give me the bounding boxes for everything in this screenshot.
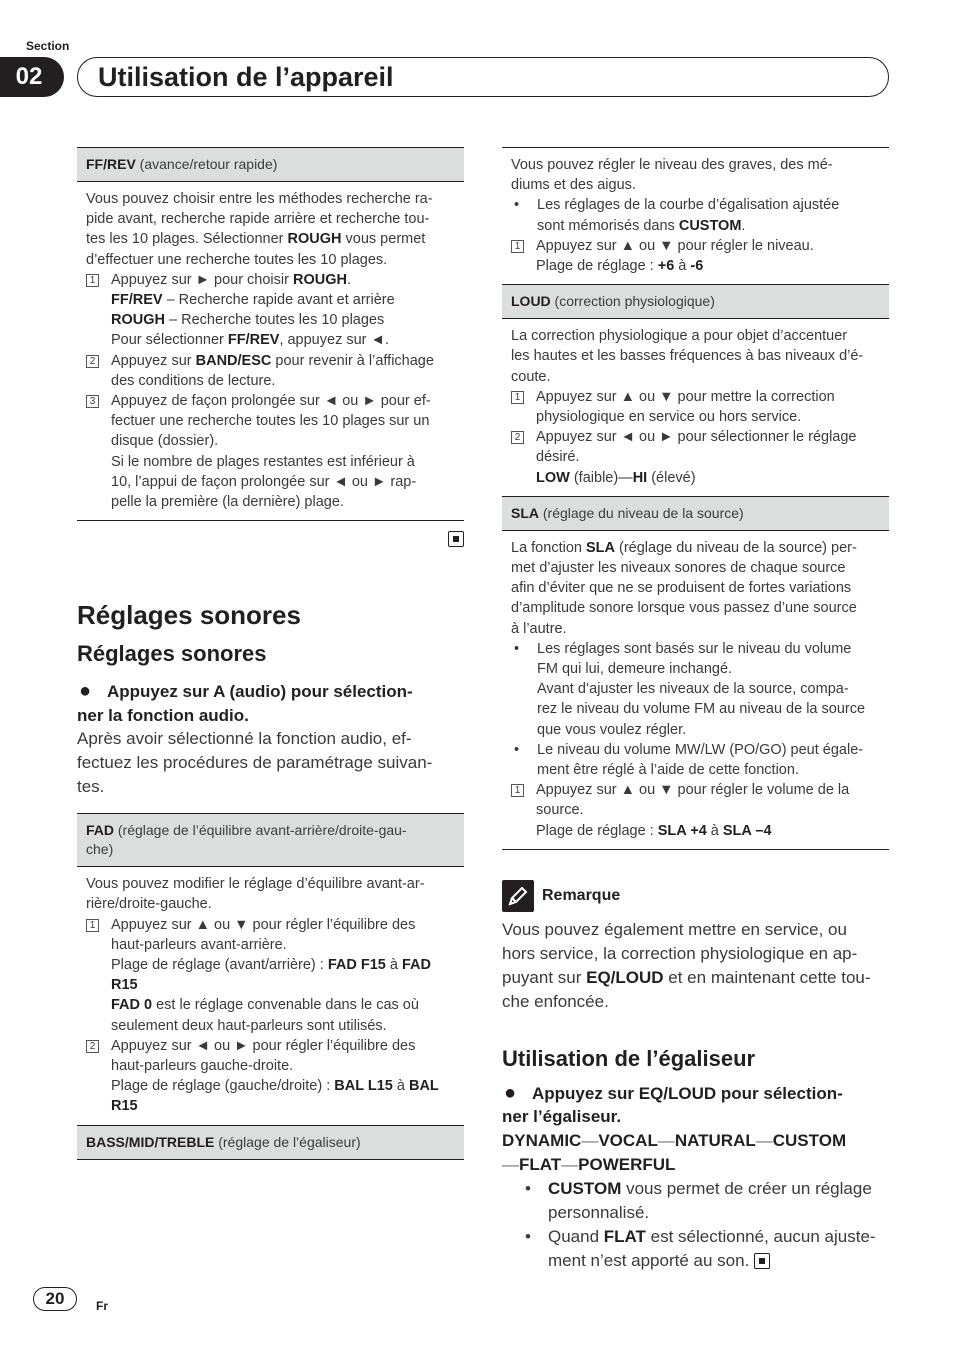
text-line: Vous pouvez choisir entre les méthodes recherche ra- <box>86 191 433 207</box>
ffrev-intro <box>86 189 455 270</box>
step-number: 1 <box>86 919 99 932</box>
section-label: Section <box>26 39 70 53</box>
ffrev-body <box>77 182 464 520</box>
language-code: Fr <box>96 1299 108 1313</box>
list-item: • Quand FLAT est sélectionné, aucun ajuste- ment n’est apporté au son. <box>522 1225 889 1273</box>
list-item: • Le niveau du volume MW/LW (PO/GO) peut égale- ment être réglé à l’aide de cette fonction. <box>511 740 880 780</box>
loud-step-2: 2 Appuyez sur ◄ ou ► pour sélectionner le réglage désiré. LOW (faible)—HI (élevé) <box>511 427 880 488</box>
eq-bullets <box>522 1177 889 1273</box>
bullet-icon: ● <box>504 1081 517 1104</box>
loud-body: La correction physiologique a pour objet d’accentuer les hautes et les basses fréquences à bas niveaux d’é- coute. 1 Appuyez sur ▲ ou ▼ pour mettre la correction physiologique en service ou hors service. 2 Appuyez sur ◄ ou ► pour sélectionner le réglage désiré. LOW (faible)—HI (élevé) <box>502 319 889 496</box>
instruction-eq: ● Appuyez sur EQ/LOUD pour sélection- ner l’égaliseur. <box>502 1082 889 1129</box>
remarque-text: Vous pouvez également mettre en service, ou hors service, la correction physiologique en ap- puyant sur EQ/LOUD et en maintenant cette tou- che enfoncée. <box>502 919 871 1011</box>
subheading-reglages-sonores: Réglages sonores <box>77 641 267 667</box>
text-line: pide avant, recherche rapide arrière et recherche tou- <box>86 211 430 228</box>
bass-body: Vous pouvez régler le niveau des graves, des mé- diums et des aigus. • Les réglages de la courbe d’égalisation ajustée sont mémorisés dans CUSTOM. 1 Appuyez sur ▲ ou ▼ pour régler le niveau. Plage de réglage : +6 à -6 <box>502 148 889 284</box>
ffrev-header-desc: (avance/retour rapide) <box>135 156 278 172</box>
step-number: 1 <box>86 274 99 287</box>
bullet-icon: • <box>514 741 520 758</box>
loud-step-1: 1 Appuyez sur ▲ ou ▼ pour mettre la correction physiologique en service ou hors service. <box>511 387 880 427</box>
fad-table <box>77 813 464 1159</box>
remarque-title: Remarque <box>542 886 621 904</box>
list-item: • Les réglages sont basés sur le niveau du volume FM qui lui, demeure inchangé. Avant d’ajuster les niveaux de la source, compa- rez le niveau du volume FM au niveau de la source que vous voulez régler. <box>511 639 880 740</box>
ffrev-header <box>77 148 464 182</box>
chapter-title-text: Utilisation de l’appareil <box>98 61 394 92</box>
fad-step-1: 1 Appuyez sur ▲ ou ▼ pour régler l’équilibre des haut-parleurs avant-arrière. Plage de réglage (avant/arrière) : FAD F15 à FAD R15 FAD 0 est le réglage convenable dans le cas où seulement deux haut-parleurs sont utilisés. <box>86 915 455 1036</box>
step-number: 1 <box>511 240 524 253</box>
list-item: • Les réglages de la courbe d’égalisation ajustée sont mémorisés dans CUSTOM. <box>511 195 880 235</box>
bullet-icon: • <box>514 640 520 657</box>
bullet-icon: • <box>525 1226 531 1246</box>
left-column <box>77 147 464 1160</box>
bullet-icon: • <box>525 1178 531 1198</box>
sla-step-1: 1 Appuyez sur ▲ ou ▼ pour régler le volume de la source. Plage de réglage : SLA +4 à SLA –4 <box>511 780 880 841</box>
bullet-icon: • <box>514 197 520 214</box>
text-line: tes les 10 plages. Sélectionner ROUGH vous permet <box>86 231 426 248</box>
ffrev-step-2: 2 Appuyez sur BAND/ESC pour revenir à l’affichage des conditions de lecture. <box>86 351 455 391</box>
bass-continued-table <box>502 147 889 850</box>
fad-body: Vous pouvez modifier le réglage d’équilibre avant-ar- rière/droite-gauche. 1 Appuyez sur ▲ ou ▼ pour régler l’équilibre des haut-parleurs avant-arrière. Plage de réglage (avant/arrière) : FAD F15 à FAD R15 FAD 0 est le réglage convenable dans le cas où seulement deux haut-parleurs sont utilisés. 2 Appuyez sur ◄ ou ► pour régler l’équilibre des haut-parleurs gauche-droite. Plage de réglage (gauche/droite) : BAL L15 à BAL R15 <box>77 867 464 1124</box>
pencil-note-icon <box>502 880 534 912</box>
loud-header: LOUD (correction physiologique) <box>502 284 889 319</box>
bullet-icon: ● <box>79 680 92 703</box>
instruction-audio: ● Appuyez sur A (audio) pour sélection- ner la fonction audio. <box>77 680 464 727</box>
step-number: 2 <box>86 355 99 368</box>
section-number-tab: 02 <box>0 57 64 97</box>
bass-header: BASS/MID/TREBLE (réglage de l’égaliseur) <box>77 1125 464 1159</box>
end-of-section-icon <box>448 531 464 547</box>
heading-reglages-sonores: Réglages sonores <box>77 600 301 631</box>
step-number: 2 <box>86 1040 99 1053</box>
ffrev-table <box>77 147 464 521</box>
eq-modes: DYNAMIC—VOCAL—NATURAL—CUSTOM —FLAT—POWERFUL <box>502 1130 847 1174</box>
audio-description: Après avoir sélectionné la fonction audio, ef- fectuez les procédures de paramétrage suivan- tes. <box>77 729 433 797</box>
list-item: • CUSTOM vous permet de créer un réglage personnalisé. <box>522 1177 889 1225</box>
step-number: 1 <box>511 784 524 797</box>
fad-step-2: 2 Appuyez sur ◄ ou ► pour régler l’équilibre des haut-parleurs gauche-droite. Plage de réglage (gauche/droite) : BAL L15 à BAL R15 <box>86 1036 455 1117</box>
heading-egaliseur: Utilisation de l’égaliseur <box>502 1045 756 1071</box>
text-line: d’effectuer une recherche toutes les 10 plages. <box>86 251 388 268</box>
ffrev-step-3: 3 Appuyez de façon prolongée sur ◄ ou ► pour ef- fectuer une recherche toutes les 10 plages sur un disque (dossier). Si le nombre de plages restantes est inférieur à 10, l’appui de façon prolongée sur ◄ ou ► rap- pelle la première (la dernière) plage. <box>86 391 455 512</box>
end-of-section-icon <box>754 1253 770 1269</box>
chapter-title <box>77 57 889 97</box>
ffrev-header-key: FF/REV <box>86 156 136 172</box>
fad-header: FAD (réglage de l’équilibre avant-arrière/droite-gau- che) <box>77 814 464 867</box>
remarque-heading <box>502 880 889 912</box>
step-number: 3 <box>86 395 99 408</box>
ffrev-step-1: 1 Appuyez sur ► pour choisir ROUGH. FF/REV – Recherche rapide avant et arrière ROUGH – Recherche toutes les 10 plages Pour sélectionner FF/REV, appuyez sur ◄. <box>86 270 455 351</box>
step-number: 1 <box>511 391 524 404</box>
bass-step-1: 1 Appuyez sur ▲ ou ▼ pour régler le niveau. Plage de réglage : +6 à -6 <box>511 236 880 276</box>
sla-header: SLA (réglage du niveau de la source) <box>502 496 889 531</box>
right-column <box>502 147 889 1273</box>
sla-body: La fonction SLA (réglage du niveau de la source) per- met d’ajuster les niveaux sonores de chaque source afin d’éviter que ne se produisent de fortes variations d’amplitude sonore lorsque vous passez d’une source à l’autre. • Les réglages sont basés sur le niveau du volume FM qui lui, demeure inchangé. Avant d’ajuster les niveaux de la source, compa- rez le niveau du volume FM au niveau de la source que vous voulez régler. • Le niveau du volume MW/LW (PO/GO) peut égale- ment être réglé à l’aide de cette fonction. 1 Appuyez sur ▲ ou ▼ pour régler le volume de la source. Plage de réglage : SLA +4 à SLA –4 <box>502 531 889 849</box>
step-number: 2 <box>511 431 524 444</box>
page-number: 20 <box>33 1287 77 1311</box>
